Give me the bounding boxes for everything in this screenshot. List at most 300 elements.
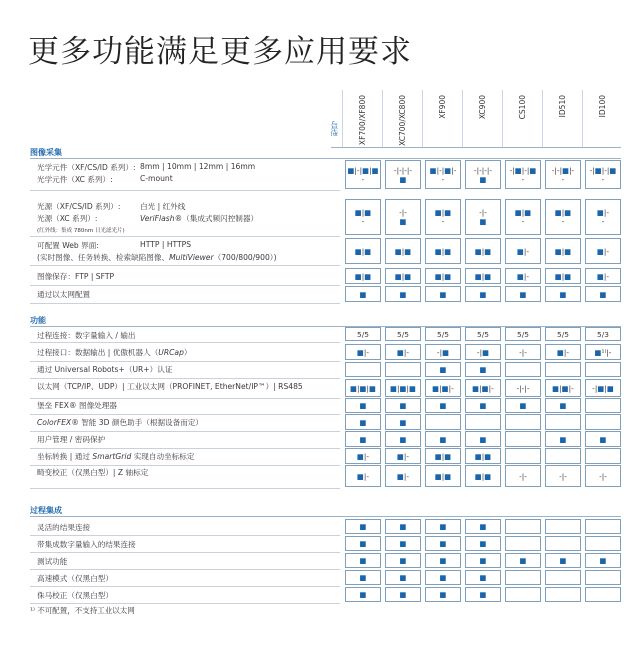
cell-value: -|- <box>599 471 607 481</box>
feature-cell <box>345 379 381 397</box>
feature-cell <box>385 327 421 341</box>
cell-value: 5/5 <box>397 329 409 339</box>
feature-cell <box>345 465 381 487</box>
cell-value: ■ <box>439 590 447 599</box>
row-divider <box>30 431 340 432</box>
feature-cell <box>585 344 621 360</box>
feature-cell <box>585 587 621 602</box>
feature-cell <box>345 327 381 341</box>
section-title-s2: 功能 <box>30 316 46 325</box>
feature-cell <box>385 519 421 534</box>
cell-value: ■ <box>439 401 447 410</box>
feature-cell <box>425 268 461 284</box>
feature-cell <box>505 414 541 430</box>
feature-cell <box>465 448 501 464</box>
feature-cell <box>585 448 621 464</box>
feature-value: 8mm | 10mm | 12mm | 16mm <box>140 162 256 171</box>
model-column-header: ID100 <box>598 95 607 118</box>
cell-value: ■ <box>479 401 487 410</box>
feature-value: 白光 | 红外线 <box>140 202 186 211</box>
cell-value: ■ <box>479 174 487 184</box>
cell-value: ■ <box>599 289 607 299</box>
feature-cell <box>425 570 461 585</box>
cell-value: -|- <box>399 208 407 217</box>
cell-value: - <box>561 217 565 226</box>
feature-cell <box>545 448 581 464</box>
feature-cell <box>545 587 581 602</box>
cell-value: - <box>561 174 565 184</box>
feature-cell <box>585 398 621 413</box>
row-divider <box>30 236 340 237</box>
feature-cell <box>385 431 421 447</box>
feature-cell <box>345 448 381 464</box>
model-column-header: ID510 <box>558 95 567 118</box>
feature-label: 可配置 Web 界面: <box>37 241 99 250</box>
cell-value: ■|■|- <box>432 383 454 393</box>
model-column-header: CS100 <box>518 95 527 120</box>
feature-cell <box>585 238 621 264</box>
feature-cell <box>585 431 621 447</box>
feature-cell <box>465 268 501 284</box>
cell-value: ■ <box>519 556 527 565</box>
cell-value: -|- <box>519 471 527 481</box>
feature-cell <box>545 268 581 284</box>
feature-cell <box>425 553 461 568</box>
cell-value: ■ <box>399 289 407 299</box>
cell-value: -|■ <box>476 347 490 357</box>
section-title-s3: 过程集成 <box>30 506 62 515</box>
feature-cell <box>345 268 381 284</box>
feature-label: 通过以太网配置 <box>37 290 91 299</box>
feature-cell <box>425 344 461 360</box>
feature-cell <box>425 327 461 341</box>
feature-cell <box>385 570 421 585</box>
feature-cell <box>465 160 501 189</box>
feature-cell <box>385 199 421 235</box>
column-divider <box>342 90 343 147</box>
cell-value: ■|■ <box>554 208 572 217</box>
cell-value: -|■|-|■ <box>509 165 537 175</box>
cell-value: ■ <box>479 590 487 599</box>
feature-cell <box>465 379 501 397</box>
feature-cell <box>465 570 501 585</box>
column-divider <box>542 90 543 147</box>
feature-cell <box>505 570 541 585</box>
cell-value: - <box>601 217 605 226</box>
feature-label: 光学元件（XC 系列）: <box>37 175 113 184</box>
feature-cell <box>385 465 421 487</box>
cell-value: ■|■ <box>354 271 372 281</box>
cell-value: ■|■ <box>474 246 492 256</box>
cell-value: - <box>521 217 525 226</box>
feature-cell <box>345 160 381 189</box>
feature-cell <box>345 199 381 235</box>
cell-value: ■ <box>439 434 447 444</box>
feature-cell <box>345 431 381 447</box>
cell-value: ■ <box>359 289 367 299</box>
cell-value: ■ <box>399 522 407 531</box>
feature-cell <box>545 238 581 264</box>
cell-value: 5/5 <box>357 329 369 339</box>
feature-cell <box>385 587 421 602</box>
feature-cell <box>585 379 621 397</box>
row-divider <box>30 303 340 304</box>
feature-cell <box>465 553 501 568</box>
feature-cell <box>385 238 421 264</box>
feature-cell <box>385 536 421 551</box>
page-title: 更多功能满足更多应用要求 <box>28 34 412 70</box>
feature-cell <box>505 379 541 397</box>
feature-cell <box>385 268 421 284</box>
cell-value: ■ <box>479 434 487 444</box>
cell-value: ■|- <box>356 471 370 481</box>
cell-value: ■|-|■|■ <box>347 165 379 175</box>
feature-cell <box>345 398 381 413</box>
feature-cell <box>345 286 381 302</box>
cell-value: ■ <box>399 539 407 548</box>
model-legend-label: 型号 <box>330 121 339 136</box>
cell-value: 5/5 <box>557 329 569 339</box>
feature-cell <box>465 199 501 235</box>
row-divider <box>30 488 340 489</box>
cell-value: ■|■ <box>434 271 452 281</box>
feature-cell <box>385 414 421 430</box>
cell-value: ■ <box>399 401 407 410</box>
feature-value: C-mount <box>140 174 173 183</box>
feature-cell <box>545 199 581 235</box>
feature-cell <box>385 362 421 377</box>
cell-value: ■ <box>399 434 407 444</box>
cell-value: -|- <box>519 347 527 357</box>
cell-value: ■ <box>479 289 487 299</box>
cell-value: ■ <box>559 556 567 565</box>
cell-value: ■|■ <box>394 246 412 256</box>
cell-value: ■ <box>519 289 527 299</box>
cell-value: ■ <box>359 556 367 565</box>
row-divider <box>30 265 340 266</box>
feature-cell <box>545 398 581 413</box>
row-divider <box>30 378 340 379</box>
cell-value: ■ <box>399 174 407 184</box>
column-divider <box>422 90 423 147</box>
cell-value: ■ <box>359 590 367 599</box>
cell-value: ■ <box>359 522 367 531</box>
row-divider <box>30 465 340 466</box>
feature-label: 以太网（TCP/IP、UDP）| 工业以太网（PROFINET, EtherNet/IP™）| RS485 <box>37 382 303 391</box>
cell-value: ■|- <box>356 451 370 461</box>
feature-cell <box>425 286 461 302</box>
feature-cell <box>545 519 581 534</box>
cell-value: ■ <box>359 401 367 410</box>
cell-value: ■|- <box>596 246 610 256</box>
feature-cell <box>345 536 381 551</box>
feature-cell <box>385 448 421 464</box>
model-column-header: XF900 <box>438 95 447 119</box>
cell-value: ■|■|- <box>552 383 574 393</box>
cell-value: -|■ <box>436 347 450 357</box>
cell-value: ■|■ <box>394 271 412 281</box>
feature-label: ColorFEX® 智能 3D 颜色助手（根据设备而定） <box>37 418 204 427</box>
feature-cell <box>465 536 501 551</box>
feature-cell <box>585 362 621 377</box>
feature-label: 测试功能 <box>37 557 68 566</box>
cell-value: ■ <box>439 365 447 374</box>
row-divider <box>30 361 340 362</box>
cell-value: ■ <box>359 573 367 582</box>
feature-cell <box>585 327 621 341</box>
feature-cell <box>545 536 581 551</box>
row-divider <box>30 398 340 399</box>
feature-cell <box>585 286 621 302</box>
feature-cell <box>425 379 461 397</box>
cell-value: ■ <box>479 556 487 565</box>
feature-cell <box>425 465 461 487</box>
row-divider <box>30 448 340 449</box>
cell-value: -|-|- <box>516 383 530 393</box>
cell-value: ■ <box>479 539 487 548</box>
feature-cell <box>345 344 381 360</box>
feature-cell <box>585 536 621 551</box>
column-divider <box>582 90 583 147</box>
feature-label: 侏马校正（仅黑白型） <box>37 591 113 600</box>
feature-cell <box>345 362 381 377</box>
row-divider <box>30 552 340 553</box>
feature-cell <box>465 238 501 264</box>
feature-label: 畸变校正（仅黑白型）| Z 轴标定 <box>37 468 149 477</box>
feature-cell <box>505 238 541 264</box>
feature-cell <box>345 587 381 602</box>
column-divider <box>462 90 463 147</box>
cell-value: ■|■|■ <box>390 383 416 393</box>
cell-value: - <box>601 174 605 184</box>
feature-cell <box>585 414 621 430</box>
feature-cell <box>505 536 541 551</box>
feature-cell <box>345 238 381 264</box>
cell-value: ■ <box>479 522 487 531</box>
header-rule <box>331 147 621 148</box>
row-divider <box>30 414 340 415</box>
feature-cell <box>505 553 541 568</box>
cell-value: ■ <box>439 539 447 548</box>
feature-cell <box>505 286 541 302</box>
feature-value: VeriFlash®（集成式频闪控制器） <box>140 214 259 223</box>
feature-cell <box>585 519 621 534</box>
cell-value: ■|■ <box>354 246 372 256</box>
feature-cell <box>585 160 621 189</box>
feature-cell <box>505 327 541 341</box>
feature-cell <box>425 536 461 551</box>
feature-cell <box>545 465 581 487</box>
cell-value: ■|■ <box>434 208 452 217</box>
feature-cell <box>345 553 381 568</box>
cell-value: ■|■ <box>554 271 572 281</box>
feature-cell <box>385 398 421 413</box>
feature-cell <box>505 465 541 487</box>
cell-value: -|-|-|- <box>473 165 493 175</box>
feature-cell <box>505 268 541 284</box>
feature-label: 过程连接：数字量输入 / 输出 <box>37 331 136 340</box>
cell-value: ■ <box>599 434 607 444</box>
cell-value: - <box>521 174 525 184</box>
row-divider <box>30 569 340 570</box>
feature-cell <box>545 160 581 189</box>
cell-value: ■ <box>559 401 567 410</box>
cell-value: ■ <box>399 590 407 599</box>
cell-value: ■|■ <box>554 246 572 256</box>
cell-value: ■|- <box>556 347 570 357</box>
cell-value: 5/3 <box>597 329 609 339</box>
cell-value: -|- <box>479 208 487 217</box>
cell-value: ■ <box>439 289 447 299</box>
feature-cell <box>425 398 461 413</box>
feature-cell <box>465 286 501 302</box>
feature-cell <box>465 398 501 413</box>
cell-value: ■ <box>399 217 407 226</box>
model-column-header: XF700/XF800 <box>358 95 367 146</box>
feature-cell <box>505 587 541 602</box>
feature-cell <box>505 199 541 235</box>
cell-value: ■|- <box>356 347 370 357</box>
cell-value: - <box>361 174 365 184</box>
cell-value: ■|■|- <box>472 383 494 393</box>
feature-cell <box>385 553 421 568</box>
cell-value: ■ <box>439 522 447 531</box>
cell-value: ■|- <box>396 347 410 357</box>
feature-label: 过程接口：数据输出 | 优傲机器人（URCap） <box>37 348 192 357</box>
feature-cell <box>385 344 421 360</box>
cell-value: - <box>441 217 445 226</box>
cell-value: -|■|■ <box>592 383 614 393</box>
cell-value: -|-|■|- <box>551 165 575 175</box>
feature-cell <box>505 344 541 360</box>
feature-label: 光学元件（XF/CS/ID 系列）: <box>37 163 136 172</box>
feature-cell <box>465 344 501 360</box>
column-divider <box>382 90 383 147</box>
feature-cell <box>545 553 581 568</box>
feature-cell <box>425 414 461 430</box>
cell-value: ■ <box>399 573 407 582</box>
feature-cell <box>545 344 581 360</box>
cell-value: ■|- <box>516 271 530 281</box>
row-divider <box>30 285 340 286</box>
cell-value: ■|■ <box>434 471 452 481</box>
feature-label: (红外线：集成 780nm 日光滤光片) <box>37 228 125 234</box>
row-divider <box>30 190 340 191</box>
feature-cell <box>465 362 501 377</box>
cell-value: ■ <box>399 417 407 427</box>
cell-value: ■|■ <box>474 271 492 281</box>
cell-value: ■ <box>479 365 487 374</box>
feature-cell <box>385 160 421 189</box>
feature-cell <box>585 465 621 487</box>
feature-cell <box>505 431 541 447</box>
model-column-header: XC900 <box>478 95 487 120</box>
cell-value: ■ <box>559 434 567 444</box>
cell-value: ■|■ <box>434 451 452 461</box>
cell-value: ■ <box>439 556 447 565</box>
feature-cell <box>545 570 581 585</box>
feature-label: 图像保存：FTP | SFTP <box>37 272 115 281</box>
cell-value: ■|- <box>396 471 410 481</box>
feature-cell <box>425 431 461 447</box>
feature-label: 高速模式（仅黑白型） <box>37 574 113 583</box>
cell-value: -|-|-|- <box>393 165 413 175</box>
cell-value: 5/5 <box>437 329 449 339</box>
feature-cell <box>505 362 541 377</box>
feature-label: 光源（XC 系列）: <box>37 214 98 223</box>
cell-value: ■|- <box>516 246 530 256</box>
column-divider <box>502 90 503 147</box>
feature-cell <box>345 414 381 430</box>
cell-value: ■ <box>439 573 447 582</box>
cell-value: -|■|-|■ <box>589 165 617 175</box>
feature-label: 堡垒 FEX® 图像处理器 <box>37 401 117 410</box>
feature-cell <box>545 362 581 377</box>
feature-cell <box>545 327 581 341</box>
feature-cell <box>505 398 541 413</box>
cell-value: ■|■ <box>354 208 372 217</box>
feature-cell <box>465 519 501 534</box>
cell-value: ■ <box>359 434 367 444</box>
feature-cell <box>465 465 501 487</box>
cell-value: -|- <box>559 471 567 481</box>
feature-cell <box>585 570 621 585</box>
row-divider <box>30 535 340 536</box>
feature-label: 带集成数字量输入的结果连接 <box>37 540 136 549</box>
feature-cell <box>585 553 621 568</box>
model-column-header: XC700/XC800 <box>398 95 407 146</box>
feature-value: HTTP | HTTPS <box>140 240 192 249</box>
cell-value: ■ <box>559 289 567 299</box>
feature-cell <box>505 519 541 534</box>
feature-cell <box>545 286 581 302</box>
row-divider <box>30 586 340 587</box>
feature-cell <box>505 448 541 464</box>
feature-label: 坐标转换 | 通过 SmartGrid 实现自动坐标标定 <box>37 452 195 461</box>
row-divider <box>30 342 340 343</box>
cell-value: ■|- <box>596 208 610 217</box>
feature-cell <box>425 587 461 602</box>
feature-cell <box>385 286 421 302</box>
cell-value: ■|■ <box>474 471 492 481</box>
cell-value: ■|■ <box>514 208 532 217</box>
feature-label: (实时图像、任务转换、检索缺陷图像、MultiViewer（700/800/900）) <box>37 253 277 262</box>
feature-cell <box>465 414 501 430</box>
cell-value: - <box>441 174 445 184</box>
cell-value: 5/5 <box>517 329 529 339</box>
cell-value: ■|- <box>596 271 610 281</box>
footnote: ¹⁾ 不可配置，不支持工业以太网 <box>30 606 135 615</box>
feature-cell <box>585 268 621 284</box>
cell-value: ■|-|■|- <box>429 165 457 175</box>
cell-value: ■|■|■ <box>350 383 376 393</box>
cell-value: ■ <box>359 417 367 427</box>
feature-label: 用户管理 / 密码保护 <box>37 435 106 444</box>
feature-cell <box>545 414 581 430</box>
feature-cell <box>585 199 621 235</box>
feature-cell <box>425 448 461 464</box>
section-divider <box>30 158 621 159</box>
cell-value: ■ <box>519 401 527 410</box>
feature-cell <box>425 160 461 189</box>
feature-cell <box>385 379 421 397</box>
cell-value: ■|■ <box>474 451 492 461</box>
feature-cell <box>465 327 501 341</box>
feature-cell <box>425 362 461 377</box>
cell-value: ■ <box>399 556 407 565</box>
feature-cell <box>345 519 381 534</box>
feature-cell <box>465 587 501 602</box>
